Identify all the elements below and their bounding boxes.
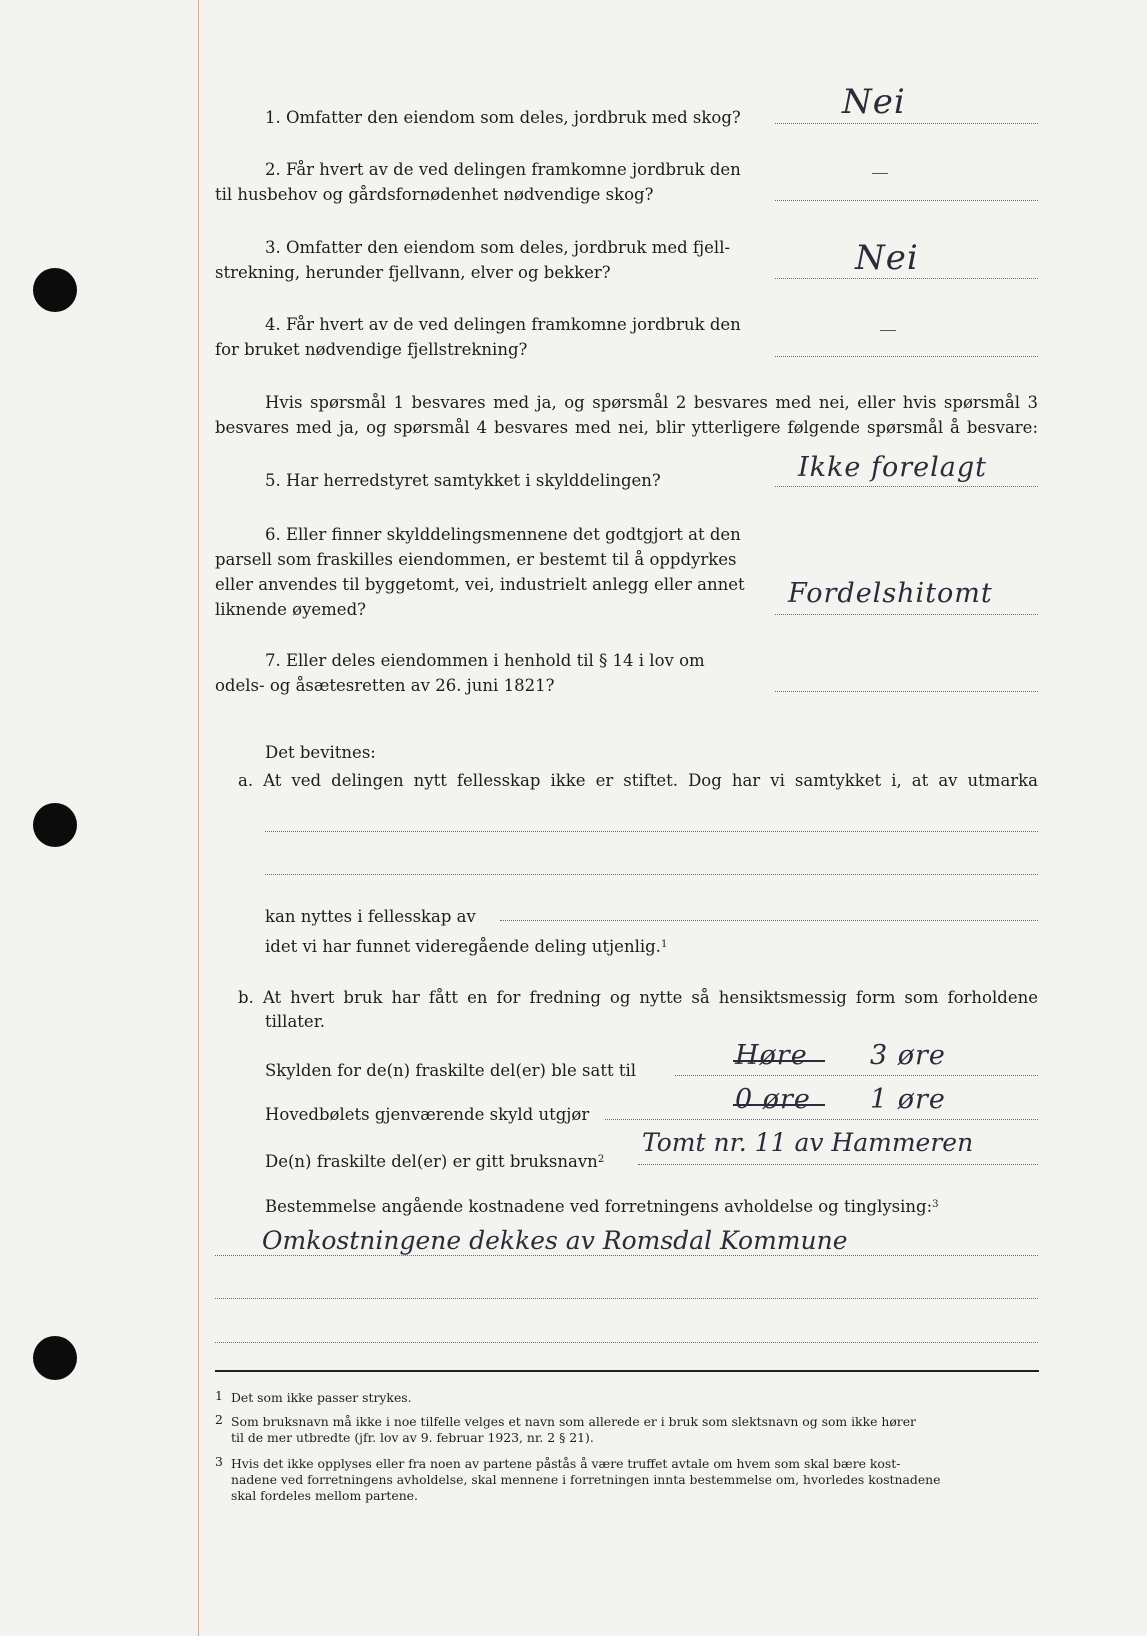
footnote-1: Det som ikke passer strykes. bbox=[231, 1390, 412, 1405]
kostnad-value: Omkostningene dekkes av Romsdal Kommune bbox=[262, 1226, 848, 1255]
question-3-line-2: strekning, herunder fjellvann, elver og bekker? bbox=[215, 263, 611, 282]
answer-4-dash bbox=[880, 330, 896, 331]
footnote-2-line-2: til de mer utbredte (jfr. lov av 9. februar 1923, nr. 2 § 21). bbox=[231, 1430, 594, 1445]
question-6-line-2: parsell som fraskilles eiendommen, er bestemt til å oppdyrkes bbox=[215, 550, 737, 569]
intro-line-1: Hvis spørsmål 1 besvares med ja, og spørsmål 2 besvares med nei, eller hvis spørsmål 3 bbox=[265, 393, 1038, 412]
footnote-3-number: 3 bbox=[215, 1454, 223, 1469]
answer-line-1 bbox=[775, 123, 1038, 124]
footnote-ref: 3 bbox=[932, 1199, 939, 1210]
fill-line bbox=[265, 874, 1038, 875]
question-4-line-1: 4. Får hvert av de ved delingen framkomne jordbruk den bbox=[265, 315, 741, 334]
question-7-line-2: odels- og åsætesretten av 26. juni 1821? bbox=[215, 676, 555, 695]
testimony-a-line-2: kan nyttes i fellesskap av bbox=[265, 907, 476, 926]
strike-through bbox=[733, 1104, 825, 1106]
skyld-value: 3 øre bbox=[870, 1040, 946, 1071]
answer-line-7 bbox=[775, 691, 1038, 692]
testimony-a-text: idet vi har funnet videregående deling utjenlig. bbox=[265, 937, 661, 956]
answer-line-4 bbox=[775, 356, 1038, 357]
testimony-a-line-1: a. At ved delingen nytt fellesskap ikke er stiftet. Dog har vi samtykket i, at av utmarka bbox=[238, 771, 1038, 790]
answer-line-5 bbox=[775, 486, 1038, 487]
question-6-line-4: liknende øyemed? bbox=[215, 600, 366, 619]
punch-hole bbox=[33, 803, 77, 847]
answer-line-3 bbox=[775, 278, 1038, 279]
footnote-ref: 2 bbox=[597, 1154, 605, 1165]
footnote-rule bbox=[215, 1370, 1039, 1372]
question-6-line-1: 6. Eller finner skylddelingsmennene det godtgjort at den bbox=[265, 525, 741, 544]
answer-6-handwritten: Fordelshitomt bbox=[788, 578, 993, 609]
question-3-line-1: 3. Omfatter den eiendom som deles, jordbruk med fjell- bbox=[265, 238, 731, 257]
question-2-line-2: til husbehov og gårdsfornødenhet nødvendige skog? bbox=[215, 185, 654, 204]
testimony-a-line-3 bbox=[265, 932, 667, 959]
question-4-line-2: for bruket nødvendige fjellstrekning? bbox=[215, 340, 528, 359]
answer-line-2 bbox=[775, 200, 1038, 201]
testimony-b-line-2: tillater. bbox=[265, 1012, 326, 1031]
hovedbol-line bbox=[605, 1119, 1038, 1120]
punch-hole bbox=[33, 1336, 77, 1380]
kostnad-label bbox=[265, 1192, 939, 1219]
strike-through bbox=[733, 1060, 825, 1062]
answer-3-handwritten: Nei bbox=[855, 238, 919, 278]
punch-hole bbox=[33, 268, 77, 312]
footnote-3-line-3: skal fordeles mellom partene. bbox=[231, 1488, 418, 1503]
answer-2-dash bbox=[872, 173, 888, 174]
question-1: 1. Omfatter den eiendom som deles, jordbruk med skog? bbox=[265, 108, 741, 127]
fill-line bbox=[265, 831, 1038, 832]
question-7-line-1: 7. Eller deles eiendommen i henhold til § 14 i lov om bbox=[265, 651, 705, 670]
fill-line bbox=[215, 1342, 1038, 1343]
fill-line bbox=[215, 1298, 1038, 1299]
skyld-struck-value: Høre bbox=[735, 1040, 808, 1071]
answer-line-6 bbox=[775, 614, 1038, 615]
hovedbol-value: 1 øre bbox=[870, 1084, 946, 1115]
footnote-3-line-2: nadene ved forretningens avholdelse, skal mennene i forretningen innta bestemmelse om, hvorledes kostnadene bbox=[231, 1472, 941, 1487]
footnote-1-number: 1 bbox=[215, 1388, 223, 1403]
skyld-label: Skylden for de(n) fraskilte del(er) ble satt til bbox=[265, 1061, 637, 1080]
intro-line-2: besvares med ja, og spørsmål 4 besvares med nei, blir ytterligere følgende spørsmål å besvare: bbox=[215, 418, 1038, 437]
testimony-b-line-1: b. At hvert bruk har fått en for fredning og nytte så hensiktsmessig form som forholdene bbox=[238, 988, 1038, 1007]
fill-line bbox=[215, 1255, 1038, 1256]
footnote-ref: 1 bbox=[660, 939, 668, 950]
question-2-line-1: 2. Får hvert av de ved delingen framkomne jordbruk den bbox=[265, 160, 741, 179]
skyld-line bbox=[675, 1075, 1038, 1076]
bruksnavn-value: Tomt nr. 11 av Hammeren bbox=[642, 1128, 974, 1157]
answer-1-handwritten: Nei bbox=[842, 82, 906, 122]
footnote-2-line-1: Som bruksnavn må ikke i noe tilfelle velges et navn som allerede er i bruk som slektsnavn og som ikke hører bbox=[231, 1414, 916, 1429]
fill-line bbox=[500, 920, 1038, 921]
testimony-heading: Det bevitnes: bbox=[265, 743, 376, 762]
kostnad-text: Bestemmelse angående kostnadene ved forretningens avholdelse og tinglysing: bbox=[265, 1197, 933, 1216]
bruksnavn-label bbox=[265, 1147, 604, 1174]
footnote-2-number: 2 bbox=[215, 1412, 223, 1427]
bruksnavn-text: De(n) fraskilte del(er) er gitt bruksnavn bbox=[265, 1152, 598, 1171]
footnote-3-line-1: Hvis det ikke opplyses eller fra noen av partene påstås å være truffet avtale om hvem som skal bære kost- bbox=[231, 1456, 901, 1471]
answer-5-handwritten: Ikke forelagt bbox=[798, 452, 987, 483]
bruksnavn-line bbox=[638, 1164, 1038, 1165]
question-5: 5. Har herredstyret samtykket i skylddelingen? bbox=[265, 471, 661, 490]
hovedbol-struck-value: 0 øre bbox=[735, 1084, 811, 1115]
margin-line bbox=[198, 0, 199, 1636]
question-6-line-3: eller anvendes til byggetomt, vei, industrielt anlegg eller annet bbox=[215, 575, 745, 594]
hovedbol-label: Hovedbølets gjenværende skyld utgjør bbox=[265, 1105, 590, 1124]
